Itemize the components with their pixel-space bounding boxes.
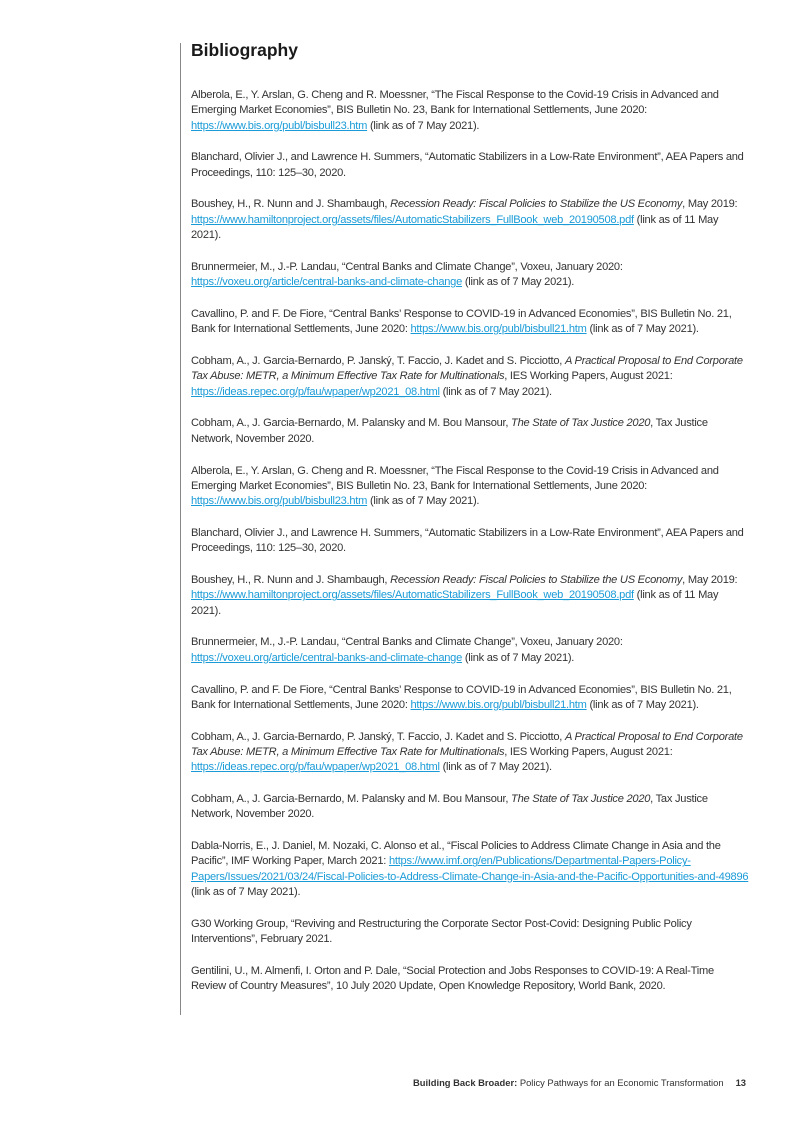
reference-text: (link as of 7 May 2021). xyxy=(191,885,301,898)
reference-title: Recession Ready: Fiscal Policies to Stabilize the US Economy xyxy=(390,574,683,587)
bibliography-entry xyxy=(191,573,751,619)
footer-title: Policy Pathways for an Economic Transformation xyxy=(517,1077,724,1088)
footer-title-bold: Building Back Broader: xyxy=(413,1077,518,1088)
reference-link[interactable]: https://ideas.repec.org/p/fau/wpaper/wp2021_08.html xyxy=(191,385,440,398)
bibliography-entry xyxy=(191,260,751,291)
reference-title: A Practical Proposal to End Corporate Tax Abuse: METR, a Minimum Effective Tax Rate for Multinationals xyxy=(191,730,743,758)
margin-rule xyxy=(180,43,181,1015)
reference-text: , Tax Justice Network, November 2020. xyxy=(191,417,708,445)
reference-link[interactable]: https://voxeu.org/article/central-banks-and-climate-change xyxy=(191,651,462,664)
bibliography-entry xyxy=(191,964,751,995)
reference-text: Brunnermeier, M., J.-P. Landau, “Central Banks and Climate Change”, Voxeu, January 2020: xyxy=(191,636,623,649)
bibliography-entry xyxy=(191,464,751,510)
reference-text: (link as of 7 May 2021). xyxy=(462,651,575,664)
bibliography-entry xyxy=(191,354,751,400)
reference-text: Cavallino, P. and F. De Fiore, “Central Banks’ Response to COVID-19 in Advanced Economies”, BIS Bulletin No. 21, Bank for International Settlements, June 2020: xyxy=(191,307,732,336)
reference-text: Cobham, A., J. Garcia-Bernardo, M. Palansky and M. Bou Mansour, xyxy=(191,793,512,805)
reference-title: A Practical Proposal to End Corporate Tax Abuse: METR, a Minimum Effective Tax Rate for Multinationals xyxy=(191,355,743,383)
reference-text: (link as of 11 May 2021). xyxy=(191,213,719,242)
reference-link[interactable]: https://www.hamiltonproject.org/assets/files/AutomaticStabilizers_FullBook_web_20190508.pdf xyxy=(191,213,634,226)
reference-text: Cavallino, P. and F. De Fiore, “Central Banks’ Response to COVID-19 in Advanced Economies”, BIS Bulletin No. 21, Bank for International Settlements, June 2020: xyxy=(191,683,732,711)
reference-text: Dabla-Norris, E., J. Daniel, M. Nozaki, C. Alonso et al., “Fiscal Policies to Address Climate Change in Asia and the Pacific”, IMF Working Paper, March 2021: xyxy=(191,840,721,868)
bibliography-entry xyxy=(191,839,751,900)
bibliography-entry xyxy=(191,88,751,134)
reference-text: (link as of 7 May 2021). xyxy=(439,761,552,774)
reference-title: Recession Ready: Fiscal Policies to Stabilize the US Economy xyxy=(390,198,683,211)
page-title: Bibliography xyxy=(191,40,298,60)
bibliography-entry xyxy=(191,307,751,338)
reference-text: , May 2019: xyxy=(682,198,738,211)
bibliography-entry xyxy=(191,917,751,948)
reference-text: Blanchard, Olivier J., and Lawrence H. Summers, “Automatic Stabilizers in a Low-Rate Environment”, AEA Papers and Proceedings, 110: 125–30, 2020. xyxy=(191,526,744,555)
reference-link[interactable]: https://www.bis.org/publ/bisbull21.htm xyxy=(410,698,587,711)
page-number: 13 xyxy=(735,1077,746,1088)
reference-title: The State of Tax Justice 2020 xyxy=(511,417,651,430)
reference-text: (link as of 7 May 2021). xyxy=(586,698,699,711)
bibliography-entry xyxy=(191,730,751,776)
bibliography-entry xyxy=(191,792,751,823)
reference-text: , IES Working Papers, August 2021: xyxy=(504,370,673,383)
reference-link[interactable]: https://www.bis.org/publ/bisbull23.htm xyxy=(191,495,368,508)
reference-text: , Tax Justice Network, November 2020. xyxy=(191,793,708,821)
reference-text: , May 2019: xyxy=(682,574,738,587)
reference-text: G30 Working Group, “Reviving and Restructuring the Corporate Sector Post-Covid: Designing Public Policy Interventions”, February 2021. xyxy=(191,917,692,946)
bibliography-entry xyxy=(191,197,751,243)
bibliography-entry xyxy=(191,526,751,557)
reference-text: Cobham, A., J. Garcia-Bernardo, P. Janský, T. Faccio, J. Kadet and S. Picciotto, xyxy=(191,355,565,368)
reference-text: (link as of 7 May 2021). xyxy=(586,323,699,336)
reference-text: Cobham, A., J. Garcia-Bernardo, M. Palansky and M. Bou Mansour, xyxy=(191,417,512,430)
reference-title: The State of Tax Justice 2020 xyxy=(511,793,651,805)
reference-text: (link as of 7 May 2021). xyxy=(367,495,480,508)
reference-text: Blanchard, Olivier J., and Lawrence H. Summers, “Automatic Stabilizers in a Low-Rate Environment”, AEA Papers and Proceedings, 110: 125–30, 2020. xyxy=(191,151,744,179)
reference-text: , IES Working Papers, August 2021: xyxy=(504,745,673,758)
reference-text: (link as of 7 May 2021). xyxy=(439,385,552,398)
bibliography-entry xyxy=(191,416,751,447)
reference-text: (link as of 11 May 2021). xyxy=(191,589,719,617)
reference-link[interactable]: https://voxeu.org/article/central-banks-and-climate-change xyxy=(191,276,462,289)
reference-text: Boushey, H., R. Nunn and J. Shambaugh, xyxy=(191,574,391,587)
page-footer xyxy=(413,1077,746,1089)
reference-link[interactable]: https://www.imf.org/en/Publications/Departmental-Papers-Policy-Papers/Issues/2021/03/24/Fiscal-Policies-to-Address-Climate-Change-in-Asia-and-the-Pacific-Opportunities-and-49896 xyxy=(191,855,749,883)
reference-link[interactable]: https://www.hamiltonproject.org/assets/files/AutomaticStabilizers_FullBook_web_20190508.pdf xyxy=(191,589,634,602)
reference-text: (link as of 7 May 2021). xyxy=(462,276,575,289)
reference-text: Brunnermeier, M., J.-P. Landau, “Central Banks and Climate Change”, Voxeu, January 2020: xyxy=(191,260,623,273)
reference-text: Alberola, E., Y. Arslan, G. Cheng and R. Moessner, “The Fiscal Response to the Covid-19 Crisis in Advanced and Emerging Market Economies”, BIS Bulletin No. 23, Bank for International Settlements, June 2020: xyxy=(191,464,719,492)
reference-text: Alberola, E., Y. Arslan, G. Cheng and R. Moessner, “The Fiscal Response to the Covid-19 Crisis in Advanced and Emerging Market Economies”, BIS Bulletin No. 23, Bank for International Settlements, June 2020: xyxy=(191,89,719,117)
reference-text: Gentilini, U., M. Almenfi, I. Orton and P. Dale, “Social Protection and Jobs Responses to COVID-19: A Real-Time Review of Country Measures”, 10 July 2020 Update, Open Knowledge Repository, World Bank, 2020. xyxy=(191,964,714,993)
reference-link[interactable]: https://ideas.repec.org/p/fau/wpaper/wp2021_08.html xyxy=(191,761,440,774)
reference-text: (link as of 7 May 2021). xyxy=(367,119,480,132)
reference-text: Boushey, H., R. Nunn and J. Shambaugh, xyxy=(191,198,391,211)
bibliography-entry xyxy=(191,635,751,666)
bibliography-entry xyxy=(191,150,751,181)
bibliography-entry xyxy=(191,683,751,714)
reference-link[interactable]: https://www.bis.org/publ/bisbull23.htm xyxy=(191,119,368,132)
reference-link[interactable]: https://www.bis.org/publ/bisbull21.htm xyxy=(410,323,587,336)
reference-text: Cobham, A., J. Garcia-Bernardo, P. Janský, T. Faccio, J. Kadet and S. Picciotto, xyxy=(191,730,565,743)
bibliography-list xyxy=(191,88,751,1011)
